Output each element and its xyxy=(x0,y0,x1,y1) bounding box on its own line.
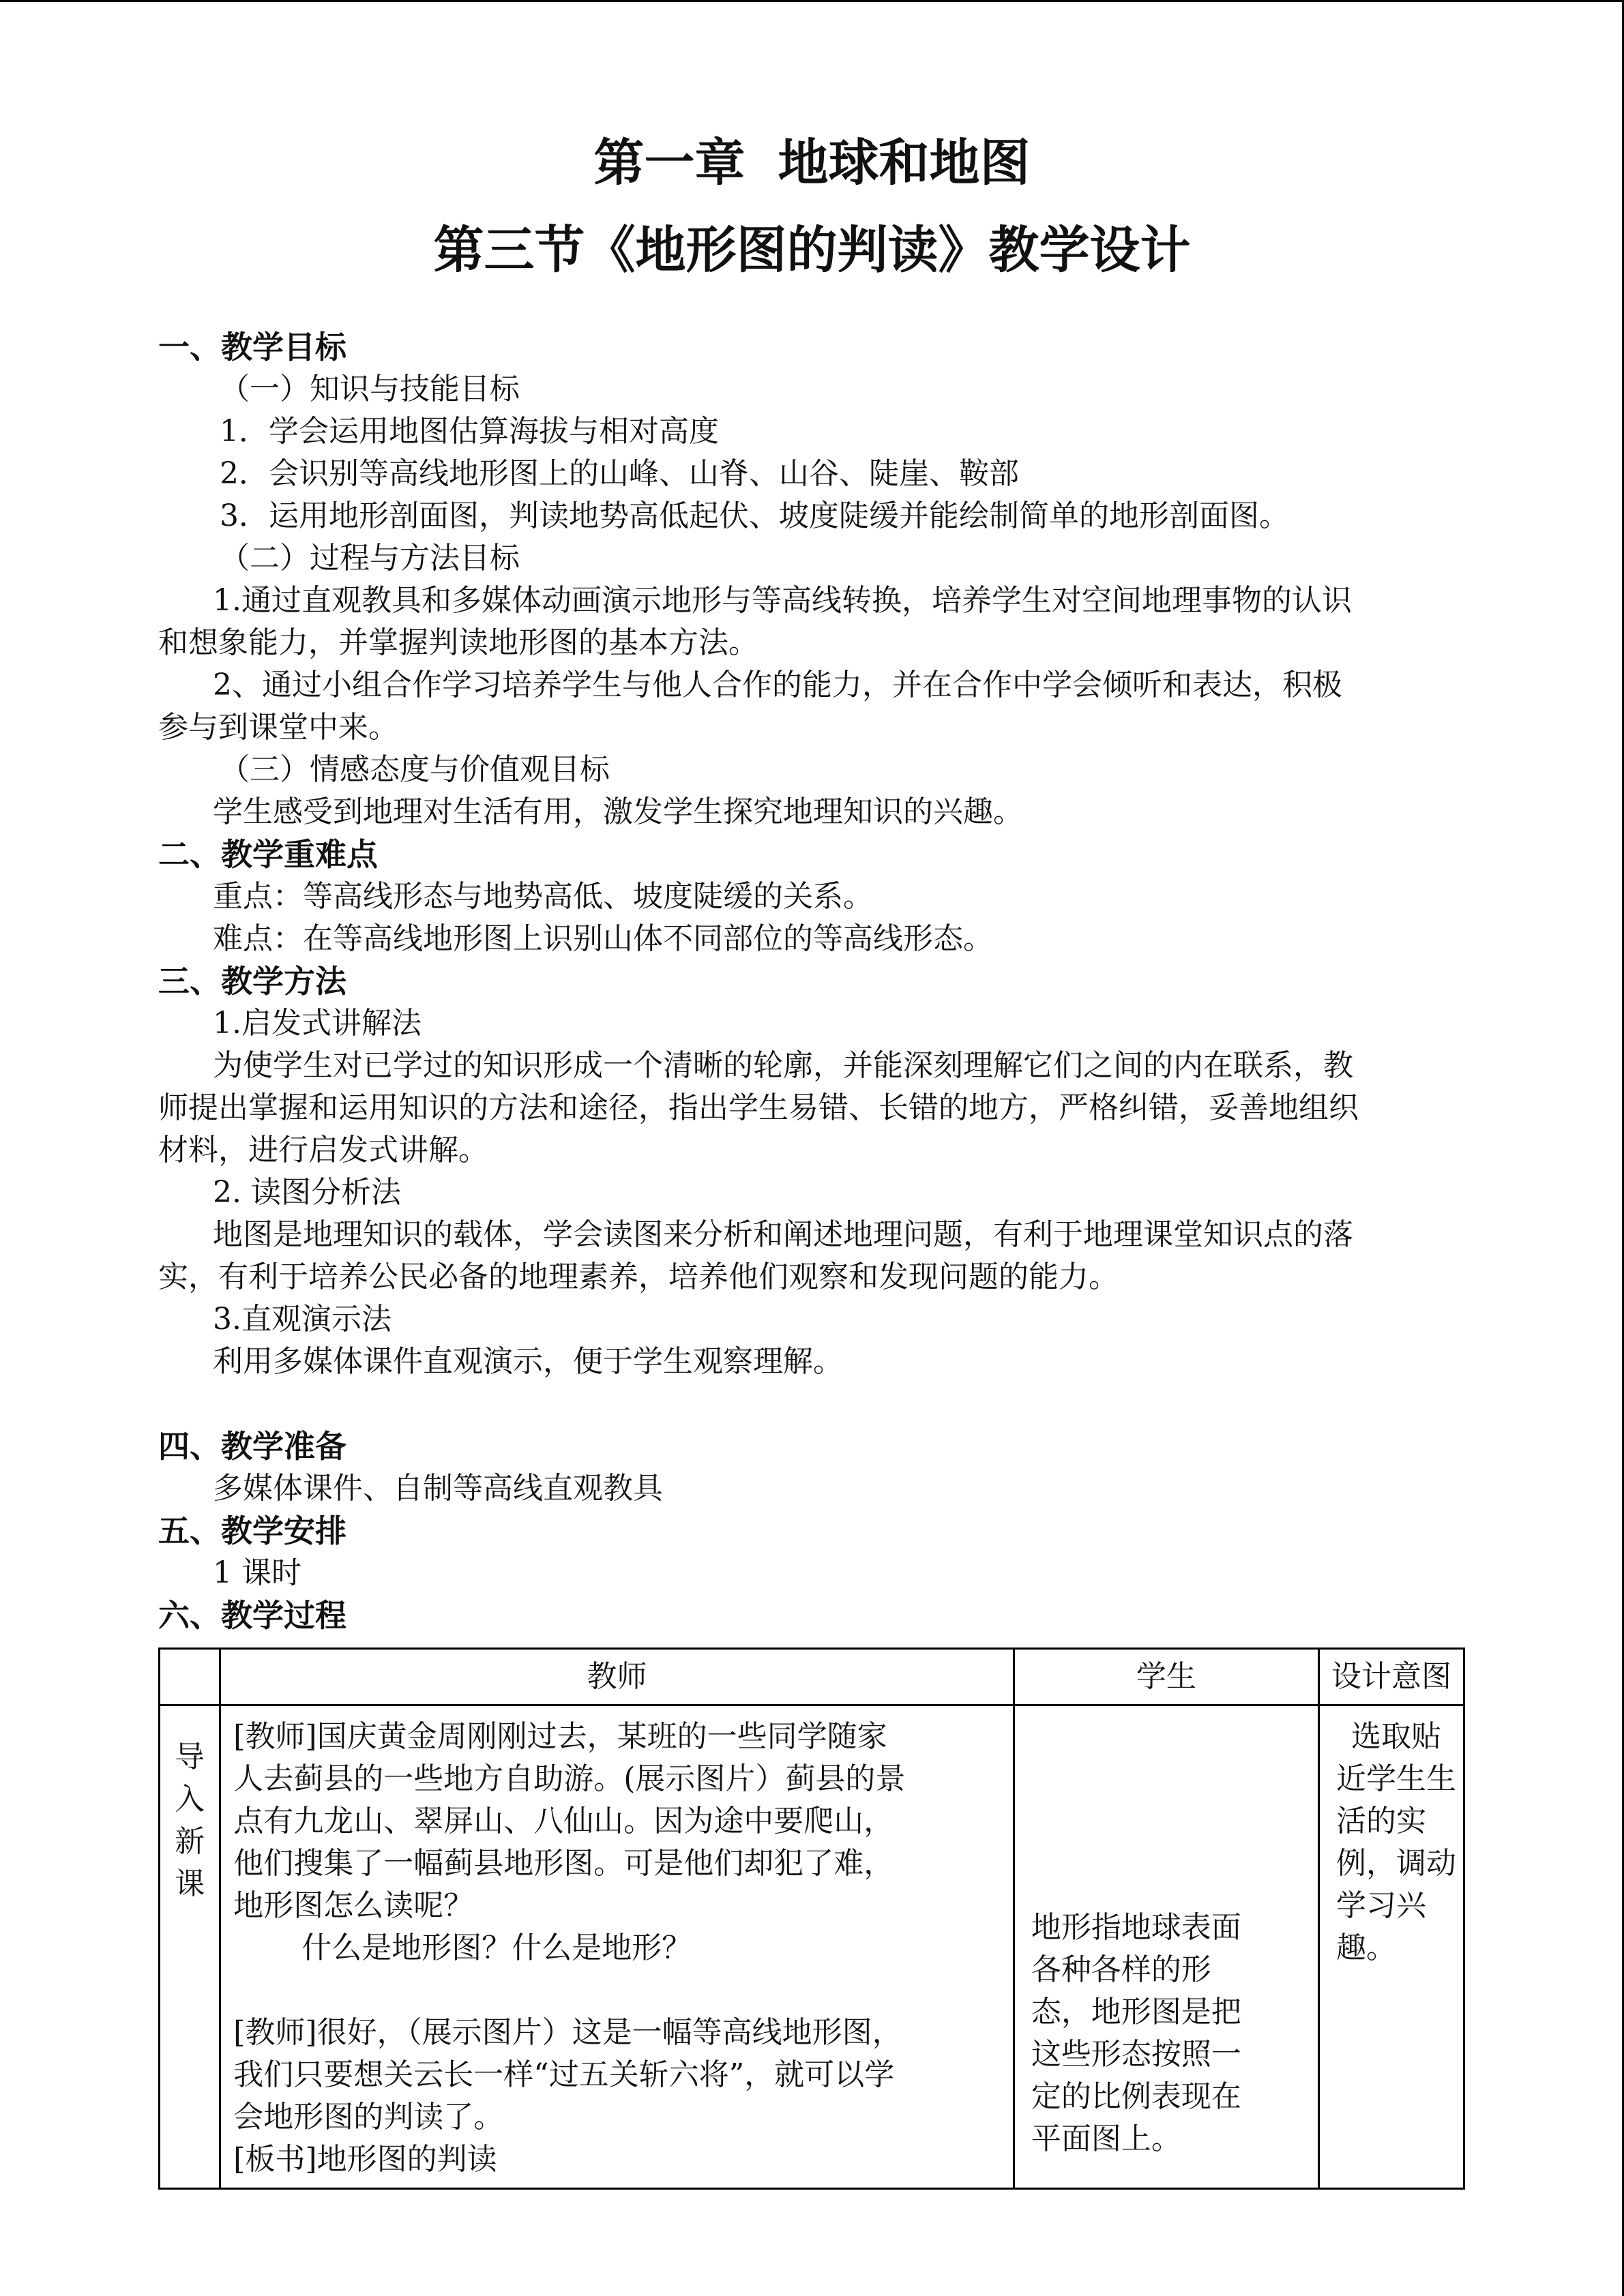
objective-item: 1．学会运用地图估算海拔与相对高度 xyxy=(220,414,719,449)
student-text: 这些形态按照一 xyxy=(1031,2037,1241,2072)
document-body xyxy=(158,326,1468,1637)
paragraph-line: 材料，进行启发式讲解。 xyxy=(158,1133,488,1167)
table-header-row xyxy=(160,1649,1464,1705)
header-student: 学生 xyxy=(1014,1649,1318,1705)
heading-process: 六、教学过程 xyxy=(158,1597,346,1634)
teacher-tag: [教师] xyxy=(233,1719,317,1754)
stage-char: 导 xyxy=(175,1740,205,1774)
heading-schedule: 五、教学安排 xyxy=(158,1512,346,1549)
teaching-process-table xyxy=(158,1648,1465,2190)
section-title: 第三节《地形图的判读》教学设计 xyxy=(433,221,1191,280)
paragraph-line: 地图是地理知识的载体，学会读图来分析和阐述地理问题，有利于地理课堂知识点的落 xyxy=(213,1217,1353,1252)
design-text: 活的实 xyxy=(1336,1804,1426,1838)
chapter-number: 第一章 xyxy=(593,134,745,192)
paragraph-line: 1 课时 xyxy=(213,1555,301,1590)
teacher-text: 我们只要想关云长一样“过五关斩六将”，就可以学 xyxy=(233,2057,895,2092)
design-text: 趣。 xyxy=(1336,1930,1396,1965)
student-text: 地形指地球表面 xyxy=(1031,1910,1241,1945)
paragraph-line: 师提出掌握和运用知识的方法和途径，指出学生易错、长错的地方，严格纠错，妥善地组织 xyxy=(158,1090,1359,1125)
method-title: 2. 读图分析法 xyxy=(213,1175,401,1210)
board-tag: [板书] xyxy=(233,2142,317,2177)
heading-objectives: 一、教学目标 xyxy=(158,329,346,366)
chapter-title xyxy=(0,123,1624,195)
method-title: 1.启发式讲解法 xyxy=(213,1006,422,1041)
header-teacher: 教师 xyxy=(220,1649,1014,1705)
teacher-text: 地形图怎么读呢？ xyxy=(233,1888,474,1923)
objective-item: 3．运用地形剖面图，判读地势高低起伏、坡度陡缓并能绘制简单的地形剖面图。 xyxy=(220,498,1289,533)
teacher-text: 他们搜集了一幅蓟县地形图。可是他们却犯了难， xyxy=(233,1846,894,1881)
stage-char: 课 xyxy=(175,1866,205,1901)
student-text: 平面图上。 xyxy=(1031,2121,1181,2156)
teacher-text: 国庆黄金周刚刚过去，某班的一些同学随家 xyxy=(316,1719,887,1754)
method-title: 3.直观演示法 xyxy=(213,1302,392,1337)
student-text: 定的比例表现在 xyxy=(1031,2079,1241,2114)
paragraph-line: 1.通过直观教具和多媒体动画演示地形与等高线转换，培养学生对空间地理事物的认识 xyxy=(213,583,1352,618)
stage-char: 入 xyxy=(175,1782,205,1817)
design-text: 例，调动 xyxy=(1336,1846,1456,1881)
subheading-emotion: （三）情感态度与价值观目标 xyxy=(220,752,610,787)
teacher-tag: [教师] xyxy=(233,2015,317,2050)
heading-methods: 三、教学方法 xyxy=(158,963,346,1000)
header-cell-empty xyxy=(160,1649,220,1705)
teacher-text: 会地形图的判读了。 xyxy=(233,2100,504,2134)
teacher-cell xyxy=(220,1705,1014,2189)
chapter-name: 地球和地图 xyxy=(778,134,1031,192)
design-text: 近学生生 xyxy=(1336,1761,1456,1796)
student-cell xyxy=(1014,1705,1318,2189)
subheading-process: （二）过程与方法目标 xyxy=(220,541,520,576)
heading-preparation: 四、教学准备 xyxy=(158,1428,346,1465)
student-text: 态，地形图是把 xyxy=(1031,1995,1241,2029)
subheading-knowledge: （一）知识与技能目标 xyxy=(220,372,520,406)
heading-key-points: 二、教学重难点 xyxy=(158,836,378,873)
paragraph-line: 实，有利于培养公民必备的地理素养，培养他们观察和发现问题的能力。 xyxy=(158,1259,1119,1294)
paragraph-line: 学生感受到地理对生活有用，激发学生探究地理知识的兴趣。 xyxy=(213,794,1023,829)
stage-cell xyxy=(160,1705,220,2189)
board-text: 地形图的判读 xyxy=(316,2142,497,2177)
header-design: 设计意图 xyxy=(1319,1649,1464,1705)
design-text: 选取贴 xyxy=(1351,1719,1441,1754)
top-border xyxy=(0,0,1624,2)
paragraph-line: 为使学生对已学过的知识形成一个清晰的轮廓，并能深刻理解它们之间的内在联系，教 xyxy=(213,1048,1353,1083)
paragraph-line: 和想象能力，并掌握判读地形图的基本方法。 xyxy=(158,625,758,660)
teacher-text: 点有九龙山、翠屏山、八仙山。因为途中要爬山， xyxy=(233,1804,894,1838)
design-text: 学习兴 xyxy=(1336,1888,1426,1923)
student-text: 各种各样的形 xyxy=(1031,1952,1211,1987)
teacher-text: 人去蓟县的一些地方自助游。(展示图片）蓟县的景 xyxy=(233,1761,906,1796)
paragraph-line: 多媒体课件、自制等高线直观教具 xyxy=(213,1471,663,1506)
paragraph-line: 参与到课堂中来。 xyxy=(158,710,398,745)
key-point: 重点：等高线形态与地势高低、坡度陡缓的关系。 xyxy=(213,879,873,914)
teacher-text: 很好，（展示图片）这是一幅等高线地形图， xyxy=(316,2015,902,2050)
objective-item: 2．会识别等高线地形图上的山峰、山脊、山谷、陡崖、鞍部 xyxy=(220,456,1019,491)
design-cell xyxy=(1319,1705,1464,2189)
table-row xyxy=(160,1705,1464,2189)
teacher-question: 什么是地形图？什么是地形？ xyxy=(301,1930,692,1965)
paragraph-line: 2、通过小组合作学习培养学生与他人合作的能力，并在合作中学会倾听和表达，积极 xyxy=(213,668,1342,702)
paragraph-line: 利用多媒体课件直观演示，便于学生观察理解。 xyxy=(213,1344,843,1379)
stage-char: 新 xyxy=(175,1824,205,1859)
difficult-point: 难点：在等高线地形图上识别山体不同部位的等高线形态。 xyxy=(213,921,993,956)
